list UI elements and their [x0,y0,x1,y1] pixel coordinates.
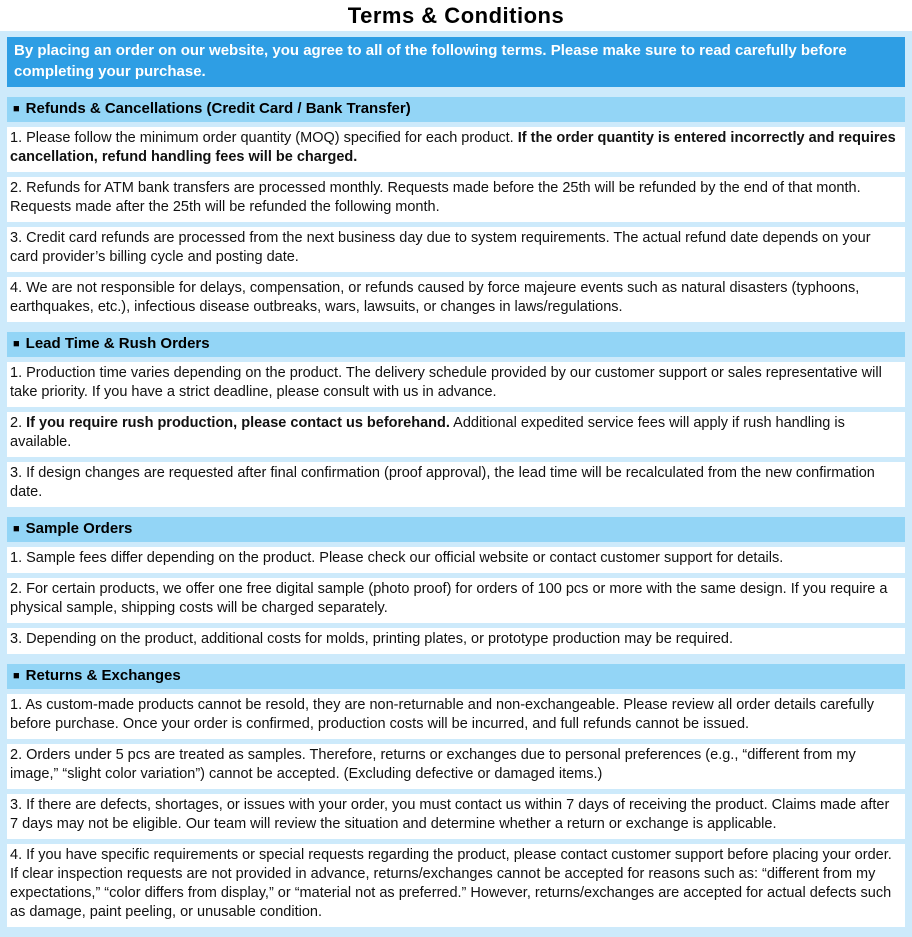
terms-item [7,628,905,654]
terms-item [7,547,905,573]
section-title: Lead Time & Rush Orders [25,335,210,352]
page-title: Terms & Conditions [347,3,565,28]
terms-item-text: 2. For certain products, we offer one free digital sample (photo proof) for orders of 100 pcs or more with the same design. If you require a physical sample, shipping costs will be charged separately. [10,581,888,616]
square-bullet-icon: ■ [13,670,20,682]
terms-item-text: 1. Sample fees differ depending on the product. Please check our official website or contact customer support for details. [10,550,784,566]
section-header [7,97,905,122]
section-header [7,517,905,542]
terms-item-text: Additional expedited service fees will apply if rush handling is available. [10,415,845,450]
terms-item-text: 3. If design changes are requested after final confirmation (proof approval), the lead time will be recalculated from the new confirmation date. [10,465,875,500]
terms-item-text: 3. If there are defects, shortages, or issues with your order, you must contact us within 7 days of receiving the product. Claims made after 7 days may not be eligible. Our team will review the situation and determine whether a return or exchange is applicable. [10,797,890,832]
notice-banner: By placing an order on our website, you agree to all of the following terms. Please make sure to read carefully before completing your purchase. [7,37,905,87]
terms-item-text: 2. Orders under 5 pcs are treated as samples. Therefore, returns or exchanges due to personal preferences (e.g., “different from my image,” “slight color variation”) cannot be accepted. (Excluding defective or damaged items.) [10,747,856,782]
square-bullet-icon: ■ [13,103,20,115]
terms-section [7,517,905,654]
terms-item [7,844,905,927]
square-bullet-icon: ■ [13,523,20,535]
terms-item [7,277,905,322]
terms-item [7,744,905,789]
terms-item-text: 1. Please follow the minimum order quantity (MOQ) specified for each product. [10,130,518,146]
section-title: Returns & Exchanges [25,667,181,684]
terms-item-text: 3. Credit card refunds are processed from the next business day due to system requirements. The actual refund date depends on your card provider’s billing cycle and posting date. [10,230,871,265]
terms-section [7,332,905,507]
terms-item [7,177,905,222]
terms-section [7,664,905,927]
terms-item [7,127,905,172]
section-header [7,332,905,357]
terms-item-text: 4. We are not responsible for delays, compensation, or refunds caused by force majeure events such as natural disasters (typhoons, earthquakes, etc.), infectious disease outbreaks, wars, lawsuits, or changes in laws/regulations. [10,280,860,315]
section-header [7,664,905,689]
terms-item-text: 1. As custom-made products cannot be resold, they are non-returnable and non-exchangeable. Please review all order details carefully before purchase. Once your order is confirmed, production costs will be incurred, and full refunds cannot be issued. [10,697,875,732]
terms-section [7,97,905,322]
section-title: Refunds & Cancellations (Credit Card / Bank Transfer) [25,100,411,117]
square-bullet-icon: ■ [13,338,20,350]
terms-item-text: 3. Depending on the product, additional costs for molds, printing plates, or prototype production may be required. [10,631,734,647]
terms-content [0,31,912,937]
terms-item [7,694,905,739]
terms-item [7,362,905,407]
terms-item-text: 1. Production time varies depending on the product. The delivery schedule provided by our customer support or sales representative will take priority. If you have a strict deadline, please consult with us in advance. [10,365,882,400]
sections-container [7,97,905,927]
terms-item [7,462,905,507]
terms-item-text-bold: If the order quantity is entered incorrectly and requires cancellation, refund handling fees will be charged. [10,130,896,165]
terms-item [7,578,905,623]
terms-item [7,794,905,839]
terms-item-text: 4. If you have specific requirements or special requests regarding the product, please contact customer support before placing your order. If clear inspection requests are not provided in advance, returns/exchanges cannot be accepted for reasons such as: “different from my expectations,” “color differs from display,” or “material not as preferred.” However, returns/exchanges are accepted for actual defects such as damage, paint peeling, or unusable condition. [10,847,892,920]
terms-item [7,412,905,457]
terms-item-text: 2. [10,415,27,431]
terms-item [7,227,905,272]
terms-item-text: 2. Refunds for ATM bank transfers are processed monthly. Requests made before the 25th will be refunded by the end of that month. Requests made after the 25th will be refunded the following month. [10,180,861,215]
section-title: Sample Orders [25,520,133,537]
terms-item-text-bold: If you require rush production, please contact us beforehand. [26,415,450,431]
